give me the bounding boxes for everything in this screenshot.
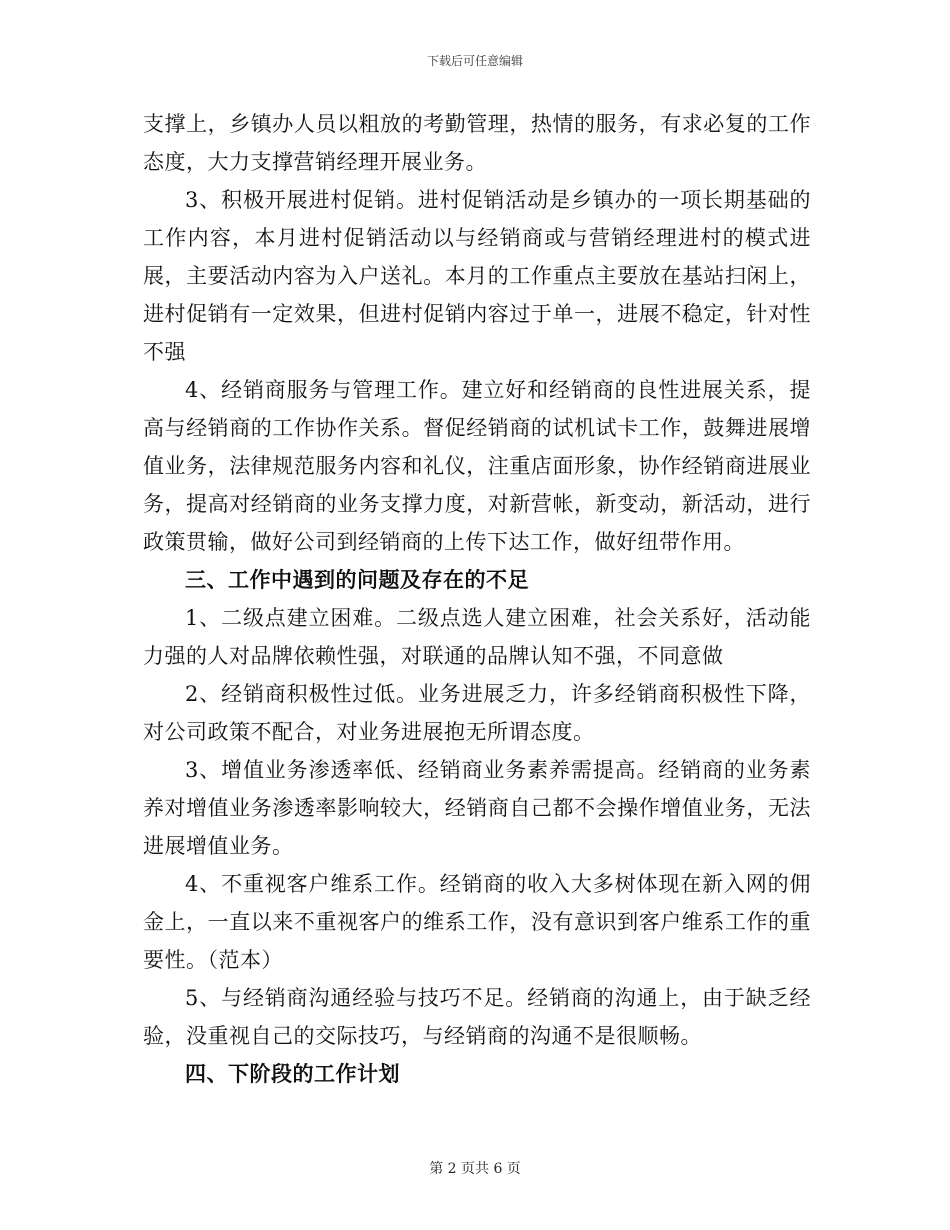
paragraph-problem-4: 4、不重视客户维系工作。经销商的收入大多树体现在新入网的佣金上，一直以来不重视客户的维系工作，没有意识到客户维系工作的重要性。（范本） xyxy=(143,872,811,972)
section-heading-next-plan: 四、下阶段的工作计划 xyxy=(185,1061,400,1086)
paragraph-problem-2: 2、经销商积极性过低。业务进展乏力，许多经销商积极性下降，对公司政策不配合，对业务进展抱无所谓态度。 xyxy=(143,682,811,744)
page-number: 第 2 页共 6 页 xyxy=(429,1161,521,1177)
paragraph-village-promotion: 3、积极开展进村促销。进村促销活动是乡镇办的一项长期基础的工作内容，本月进村促销活动以与经销商或与营销经理进村的模式进展，主要活动内容为入户送礼。本月的工作重点主要放在基站扫闲上，进村促销有一定效果，但进村促销内容过于单一，进展不稳定，针对性不强 xyxy=(143,188,811,364)
document-body xyxy=(143,105,811,1093)
page-header: 下载后可任意编辑 xyxy=(426,54,523,68)
paragraph-problem-3: 3、增值业务渗透率低、经销商业务素养需提高。经销商的业务素养对增值业务渗透率影响较大，经销商自己都不会操作增值业务，无法进展增值业务。 xyxy=(143,758,811,858)
paragraph-problem-5: 5、与经销商沟通经验与技巧不足。经销商的沟通上，由于缺乏经验，没重视自己的交际技巧，与经销商的沟通不是很顺畅。 xyxy=(143,986,811,1048)
paragraph-continued: 支撑上，乡镇办人员以粗放的考勤管理，热情的服务，有求必复的工作态度，大力支撑营销经理开展业务。 xyxy=(143,112,811,174)
section-heading-problems: 三、工作中遇到的问题及存在的不足 xyxy=(185,567,529,592)
paragraph-dealer-service: 4、经销商服务与管理工作。建立好和经销商的良性进展关系，提高与经销商的工作协作关系。督促经销商的试机试卡工作，鼓舞进展增值业务，法律规范服务内容和礼仪，注重店面形象，协作经销商进展业务，提高对经销商的业务支撑力度，对新营帐，新变动，新活动，进行政策贯输，做好公司到经销商的上传下达工作，做好纽带作用。 xyxy=(143,378,811,554)
paragraph-problem-1: 1、二级点建立困难。二级点选人建立困难，社会关系好，活动能力强的人对品牌依赖性强，对联通的品牌认知不强，不同意做 xyxy=(143,606,811,668)
